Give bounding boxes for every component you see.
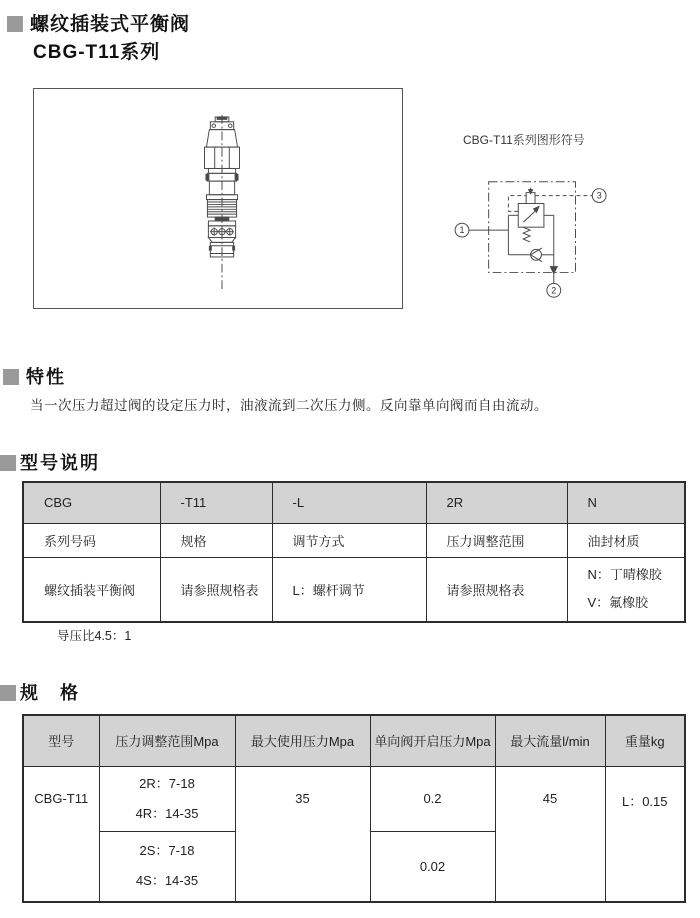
pressure-range-s-cell — [99, 831, 235, 902]
range-4s: 4S：14-35 — [135, 873, 199, 889]
valve-technical-drawing — [190, 115, 254, 290]
valve-drawing-box — [33, 88, 403, 309]
symbol-caption: CBG-T11系列图形符号 — [463, 133, 585, 147]
code-cell: 2R — [426, 482, 567, 523]
check-open-cell-1: 0.2 — [370, 766, 495, 831]
port-2-label: 2 — [551, 285, 557, 296]
desc-cell: 请参照规格表 — [426, 557, 567, 622]
spec-header-cell: 最大使用压力Mpa — [235, 715, 370, 766]
pilot-ratio-note: 导压比4.5：1 — [57, 629, 132, 643]
label-cell: 调节方式 — [272, 523, 426, 557]
range-2s: 2S：7-18 — [139, 843, 195, 859]
model-code-table — [22, 481, 686, 623]
doc-title-row — [7, 9, 190, 36]
spec-header-cell: 重量kg — [605, 715, 685, 766]
seal-option-n: N：丁晴橡胶 — [587, 567, 662, 583]
range-4r: 4R：14-35 — [135, 805, 199, 821]
spec-header-cell: 单向阀开启压力Mpa — [370, 715, 495, 766]
spec-table-header-row — [23, 715, 685, 766]
spec-header-cell: 型号 — [23, 715, 99, 766]
code-cell: CBG — [23, 482, 160, 523]
spec-table-row-1 — [23, 766, 685, 831]
code-cell: N — [567, 482, 685, 523]
spec-heading-row — [0, 679, 80, 705]
desc-cell: L：螺杆调节 — [272, 557, 426, 622]
hydraulic-symbol-diagram — [450, 166, 625, 314]
model-heading-row — [0, 449, 100, 475]
model-bullet-square — [0, 455, 16, 471]
desc-cell: 螺纹插装平衡阀 — [23, 557, 160, 622]
features-heading-row — [3, 363, 66, 389]
max-pressure-cell: 35 — [235, 766, 370, 902]
spec-header-cell: 压力调整范围Mpa — [99, 715, 235, 766]
spec-table — [22, 714, 686, 903]
label-cell: 系列号码 — [23, 523, 160, 557]
label-cell: 油封材质 — [567, 523, 685, 557]
max-flow-cell: 45 — [495, 766, 605, 902]
series-subtitle: CBG-T11系列 — [33, 42, 161, 63]
model-table-desc-row — [23, 557, 685, 622]
desc-cell: 请参照规格表 — [160, 557, 272, 622]
check-open-cell-2: 0.02 — [370, 831, 495, 902]
page-title: 螺纹插装式平衡阀 — [30, 14, 191, 35]
label-cell: 压力调整范围 — [426, 523, 567, 557]
spec-model-cell: CBG-T11 — [23, 766, 99, 902]
code-cell: -T11 — [160, 482, 272, 523]
range-2r: 2R：7-18 — [139, 775, 195, 791]
code-cell: -L — [272, 482, 426, 523]
label-cell: 规格 — [160, 523, 272, 557]
features-text: 当一次压力超过阀的设定压力时，油液流到二次压力侧。反向靠单向阀而自由流动。 — [30, 398, 548, 413]
port-1-label: 1 — [459, 225, 465, 236]
spec-bullet-square — [0, 685, 16, 701]
seal-options-cell — [567, 557, 685, 622]
model-table-label-row — [23, 523, 685, 557]
weight-cell: L：0.15 — [605, 766, 685, 902]
pressure-range-r-cell — [99, 766, 235, 831]
title-bullet-square — [7, 16, 23, 32]
spec-header-cell: 最大流量l/min — [495, 715, 605, 766]
features-bullet-square — [3, 369, 19, 385]
model-heading: 型号说明 — [20, 453, 100, 473]
port-3-label: 3 — [596, 190, 602, 201]
features-heading: 特性 — [26, 367, 66, 387]
model-table-code-row — [23, 482, 685, 523]
spec-heading: 规 格 — [20, 683, 80, 703]
seal-option-v: V：氟橡胶 — [587, 595, 649, 611]
